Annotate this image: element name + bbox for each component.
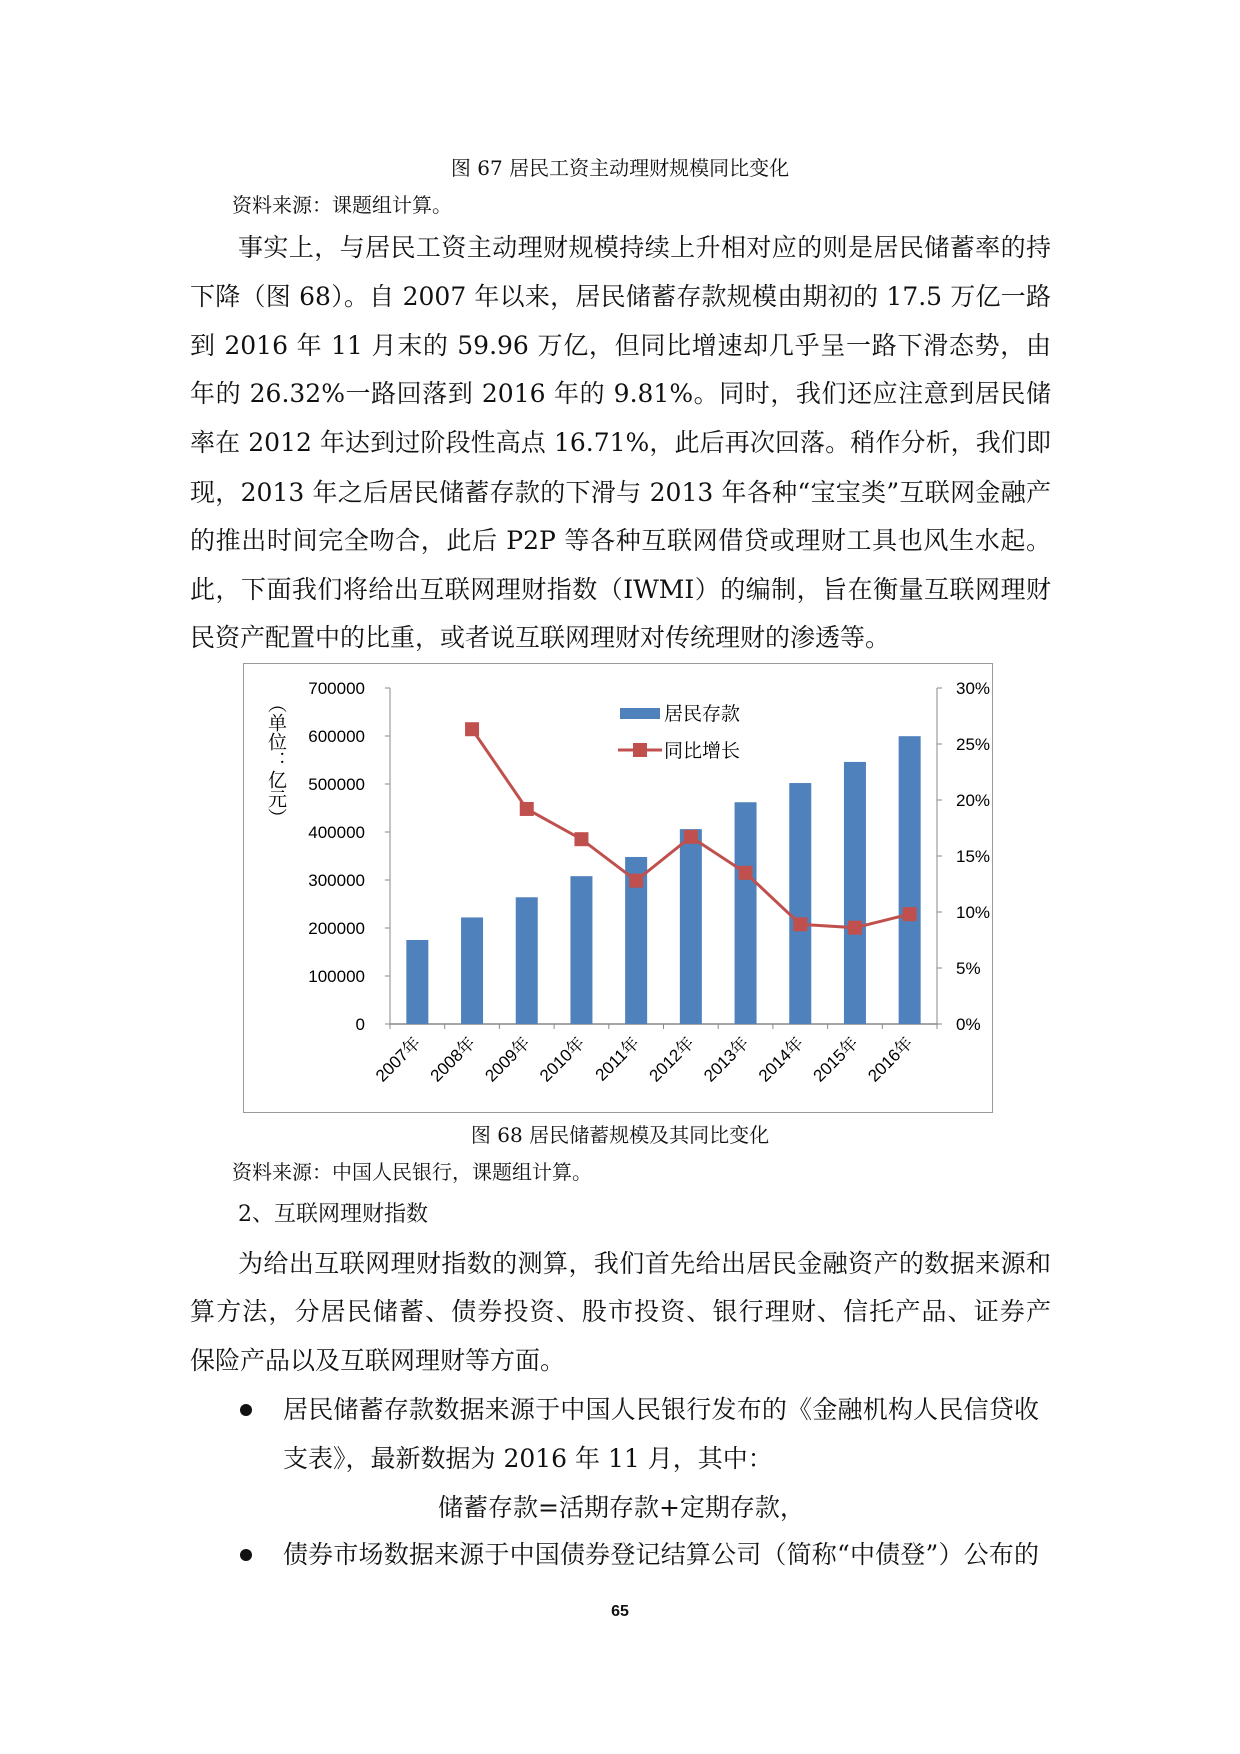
text-line: 算方法，分居民储蓄、债券投资、股市投资、银行理财、信托产品、证券产	[190, 1297, 1051, 1326]
text-line: 年的 26.32%一路回落到 2016 年的 9.81%。同时，我们还应注意到居民储	[190, 379, 1051, 408]
y-tick-label: 500000	[308, 775, 365, 794]
x-tick-label: 2010年	[536, 1033, 589, 1086]
y-tick-label: 0	[355, 1015, 365, 1034]
y2-tick-label: 20%	[956, 791, 991, 810]
formula: 储蓄存款=活期存款+定期存款，	[438, 1493, 805, 1522]
bar-2009年	[516, 897, 538, 1024]
text-line: 此，下面我们将给出互联网理财指数（IWMI）的编制，旨在衡量互联网理财	[190, 575, 1051, 604]
y2-tick-label: 5%	[956, 959, 981, 978]
y-tick-label: 100000	[308, 967, 365, 986]
y-tick-label: 300000	[308, 871, 365, 890]
bar-2016年	[899, 736, 921, 1024]
figure-68-caption: 图 68 居民储蓄规模及其同比变化	[470, 1123, 770, 1147]
y2-tick-label: 10%	[956, 903, 991, 922]
y2-tick-label: 25%	[956, 735, 991, 754]
text-line: 为给出互联网理财指数的测算，我们首先给出居民金融资产的数据来源和	[238, 1249, 1051, 1278]
x-tick-label: 2007年	[371, 1033, 425, 1086]
x-tick-label: 2016年	[864, 1033, 917, 1086]
chart-svg	[1, 1, 1240, 1201]
x-tick-label: 2015年	[809, 1033, 862, 1086]
text-line: 保险产品以及互联网理财等方面。	[190, 1346, 566, 1375]
bullet-2-line: 债券市场数据来源于中国债券登记结算公司（简称“中债登”）公布的	[283, 1540, 1039, 1569]
y2-tick-label: 0%	[956, 1015, 981, 1034]
y-tick-label: 600000	[308, 727, 365, 746]
legend-label: 居民存款	[664, 703, 741, 725]
text-line: 现，2013 年之后居民储蓄存款的下滑与 2013 年各种“宝宝类”互联网金融产	[190, 478, 1051, 507]
bar-2008年	[461, 917, 483, 1024]
y-tick-label: 400000	[308, 823, 365, 842]
chart-figure-68	[243, 663, 993, 1113]
bullet-1-line: 支表》，最新数据为 2016 年 11 月，其中：	[283, 1444, 773, 1473]
y-tick-label: 700000	[308, 679, 365, 698]
bar-2012年	[680, 829, 702, 1024]
growth-marker	[520, 802, 534, 816]
text-line: 下降（图 68）。自 2007 年以来，居民储蓄存款规模由期初的 17.5 万亿一路	[190, 282, 1051, 311]
growth-marker	[465, 722, 479, 736]
growth-marker	[629, 874, 643, 888]
x-tick-label: 2012年	[645, 1033, 698, 1086]
bullet-1-line: 居民储蓄存款数据来源于中国人民银行发布的《金融机构人民信贷收	[283, 1395, 1039, 1424]
figure-68-source: 资料来源：中国人民银行，课题组计算。	[232, 1160, 592, 1184]
bullet-icon	[240, 1549, 252, 1561]
bar-2015年	[844, 762, 866, 1024]
text-line: 率在 2012 年达到过阶段性高点 16.71%，此后再次回落。稍作分析，我们即	[190, 428, 1051, 457]
figure-67-caption: 图 67 居民工资主动理财规模同比变化	[450, 156, 790, 180]
legend-marker	[633, 743, 647, 757]
legend-bar-swatch	[620, 708, 660, 719]
text-line: 事实上，与居民工资主动理财规模持续上升相对应的则是居民储蓄率的持	[238, 233, 1051, 262]
bar-2014年	[789, 783, 811, 1024]
section-heading: 2、互联网理财指数	[238, 1202, 428, 1227]
x-tick-label: 2009年	[481, 1033, 534, 1086]
growth-marker	[848, 921, 862, 935]
legend-label: 同比增长	[664, 740, 741, 762]
growth-marker	[739, 866, 753, 880]
text-line: 民资产配置中的比重，或者说互联网理财对传统理财的渗透等。	[190, 623, 891, 652]
text-line: 到 2016 年 11 月末的 59.96 万亿，但同比增速却几乎呈一路下滑态势，由	[190, 331, 1051, 360]
y-tick-label: 200000	[308, 919, 365, 938]
x-tick-label: 2014年	[754, 1033, 808, 1086]
y-axis-label: （单位：亿元）	[265, 694, 287, 827]
growth-marker	[793, 917, 807, 931]
page-number: 65	[611, 1603, 629, 1620]
growth-marker	[684, 830, 698, 844]
y2-tick-label: 30%	[956, 679, 991, 698]
bar-2013年	[735, 802, 757, 1024]
bar-2010年	[570, 876, 592, 1024]
bullet-icon	[240, 1404, 252, 1416]
growth-marker	[903, 907, 917, 921]
x-tick-label: 2013年	[700, 1033, 753, 1086]
growth-marker	[574, 832, 588, 846]
text-line: 的推出时间完全吻合，此后 P2P 等各种互联网借贷或理财工具也风生水起。	[190, 526, 1051, 555]
bar-2007年	[406, 940, 428, 1024]
x-tick-label: 2008年	[426, 1033, 479, 1086]
x-tick-label: 2011年	[591, 1033, 643, 1085]
figure-67-source: 资料来源：课题组计算。	[232, 193, 452, 217]
y2-tick-label: 15%	[956, 847, 991, 866]
